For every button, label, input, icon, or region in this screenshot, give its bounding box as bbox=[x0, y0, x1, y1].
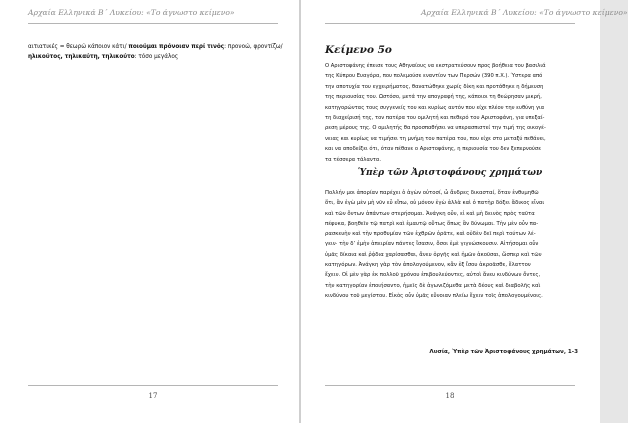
greek-line: ὑμᾶς δίκαια καὶ ῥᾴδια χαρίσασθαι, ἄνευ ὀργῆς καὶ ἡμῶν ἀκοῦσαι, ὥσπερ καὶ τῶν bbox=[325, 251, 542, 258]
greek-line: τὴν κατηγορίαν ἐποιήσαντο, ἡμεῖς δὲ ἀγωνιζόμεθα μετὰ δέους καὶ διαβολῆς καὶ bbox=[325, 282, 541, 289]
left-page bbox=[0, 0, 299, 423]
page-number: 18 bbox=[445, 392, 455, 400]
intro-line: τα τέσσερα τάλαντα. bbox=[325, 156, 381, 163]
greek-line: ἔχειν. Οἱ μὲν γὰρ ἐκ πολλοῦ χρόνου ἐπιβουλεύοντες, αὐτοὶ ἄνευ κινδύνων ὄντες, bbox=[325, 272, 541, 279]
intro-line: νειας και κυρίως να τιμήσει τη μνήμη του πατέρα του, που είχε στο μεταξύ πεθάνει, bbox=[325, 135, 546, 142]
glossary-line bbox=[28, 52, 290, 62]
greek-line: ρασκευὴν καὶ τὴν προθυμίαν τῶν ἐχθρῶν ὁρᾶτε, καὶ οὐδὲν δεῖ περὶ τούτων λέ- bbox=[325, 231, 536, 238]
intro-line: ρεση μέρους της. Ο ομιλητής θα προσπαθήσει να υπερασπιστεί την τιμή της οικογέ- bbox=[325, 125, 546, 132]
page-number: 17 bbox=[148, 392, 158, 400]
greek-line: καὶ τῶν ὄντων ἁπάντων στερήσομαι. Ἀνάγκη οὖν, εἰ καὶ μὴ δεινὸς πρὸς ταῦτα bbox=[325, 210, 535, 217]
section-title: Κείμενο 5ο bbox=[325, 44, 392, 56]
footer-divider bbox=[325, 385, 575, 386]
intro-line: Ο Αριστοφάνης έπεισε τους Αθηναίους να εκστρατεύσουν προς βοήθεια του βασιλιά bbox=[325, 63, 546, 69]
intro-line: τη διαχείρισή της, τον πατέρα του ομιλητή και πεθερό του Αριστοφάνη, για υπεξαί- bbox=[325, 115, 545, 122]
footer-divider bbox=[28, 385, 278, 386]
intro-line: της Κύπρου Ευαγόρα, που πολεμούσε εναντίον των Περσών (390 π.Χ.). Ύστερα από bbox=[325, 73, 543, 80]
glossary bbox=[28, 42, 290, 62]
greek-line: πέφυκα, βοηθεῖν τῷ πατρὶ καὶ ἐμαυτῷ οὕτως ὅπως ἂν δύνωμαι. Τὴν μὲν οὖν πα- bbox=[325, 220, 539, 227]
running-head: Αρχαία Ελληνικά Β΄ Λυκείου: «Το άγνωστο κείμενο» bbox=[28, 8, 235, 17]
greek-text-title: Ὑπὲρ τῶν Ἀριστοφάνους χρημάτων bbox=[357, 168, 543, 178]
intro-line: της περιουσίας του. Ωστόσο, μετά την απογραφή της, κάποιοι τη θεώρησαν μικρή, bbox=[325, 94, 542, 101]
greek-line: κινδύνου τοῦ μεγίστου. Εἰκὸς οὖν ὑμᾶς εὔνοιαν πλείω ἔχειν τοῖς ἀπολογουμένοις. bbox=[325, 292, 543, 299]
source-citation: Λυσία, Ὑπὲρ τῶν Ἀριστοφάνους χρημάτων, 1-3 bbox=[429, 349, 578, 355]
running-head: Αρχαία Ελληνικά Β΄ Λυκείου: «Το άγνωστο κείμενο» bbox=[421, 8, 628, 17]
glossary-text: : τόσο μεγάλος bbox=[134, 54, 179, 60]
intro-paragraph bbox=[325, 61, 587, 165]
glossary-text: αιτιατικές = θεωρώ κάποιον κάτι/ bbox=[28, 44, 129, 50]
glossary-term: ηλικούτος, τηλικαύτη, τηλικούτο bbox=[28, 54, 135, 60]
greek-line: γειν· τὴν δ’ ἐμὴν ἀπειρίαν πάντες ἴσασιν, ὅσοι ἐμὲ γιγνώσκουσιν. Αἰτήσομαι οὖν bbox=[325, 241, 539, 248]
header-divider bbox=[325, 23, 575, 24]
greek-line: Πολλήν μοι ἀπορίαν παρέχει ὁ ἀγὼν οὑτοσί, ὦ ἄνδρες δικασταί, ὅταν ἐνθυμηθῶ bbox=[325, 190, 539, 196]
header-divider bbox=[28, 23, 278, 24]
intro-line: κατηγορώντας τους συγγενείς του και κυρίως αυτόν που είχε πλέον την ευθύνη για bbox=[325, 104, 545, 111]
greek-line: ὅτι, ἂν ἐγὼ μὲν μὴ νῦν εὖ εἴπω, οὐ μόνον ἐγὼ ἀλλὰ καὶ ὁ πατὴρ δόξει ἄδικος εἶναι bbox=[325, 200, 545, 207]
right-page bbox=[301, 0, 628, 423]
intro-line: και να αποδείξει ότι, όταν πέθανε ο Αριστοφάνης, η περιουσία του δεν ξεπερνούσε bbox=[325, 146, 542, 153]
glossary-term: ποιούμαι πρόνοιαν περί τινός bbox=[128, 44, 225, 50]
greek-line: κατηγόρων. Ἀνάγκη γὰρ τὸν ἀπολογούμενον, κἂν ἐξ ἴσου ἀκροᾶσθε, ἔλαττον bbox=[325, 262, 531, 269]
intro-line: την αποτυχία του εγχειρήματος, θανατώθηκε χωρίς δίκη και προτάθηκε η δήμευση bbox=[325, 83, 544, 90]
glossary-line bbox=[28, 42, 290, 52]
greek-text bbox=[325, 188, 587, 301]
glossary-text: : προνοώ, φροντίζω/ bbox=[224, 44, 283, 50]
